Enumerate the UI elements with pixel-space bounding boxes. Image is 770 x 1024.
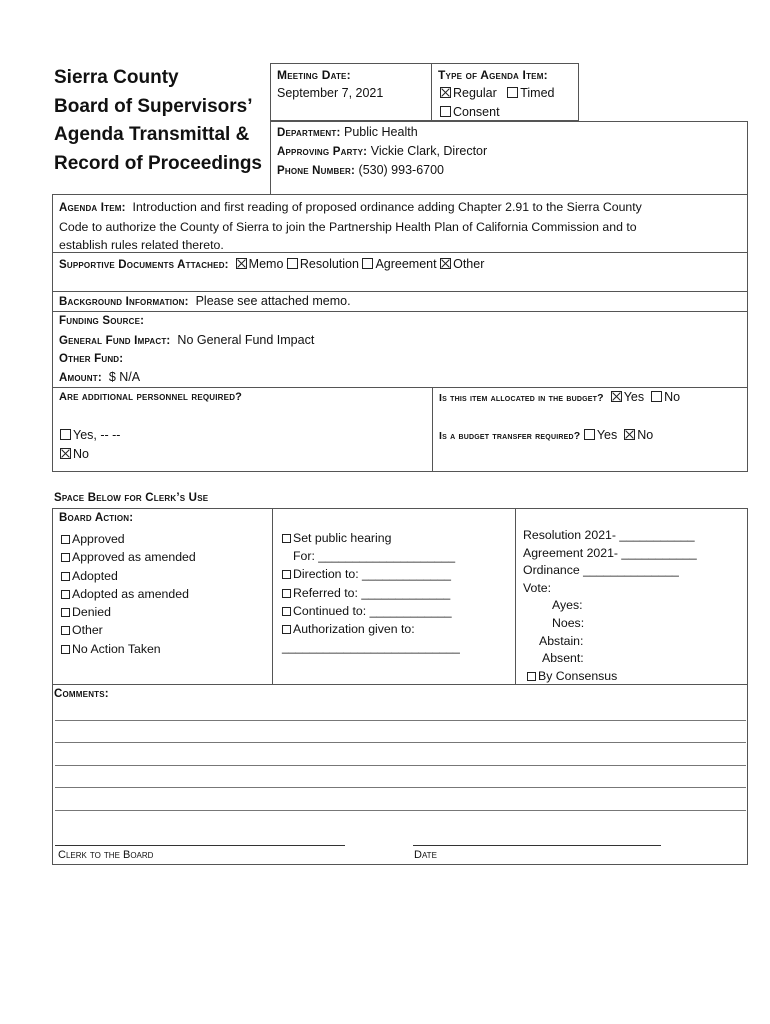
timed-label: Timed [520, 86, 555, 100]
resolution-checkbox[interactable] [287, 258, 298, 269]
action-label: Adopted [72, 568, 118, 583]
action-checkbox[interactable] [61, 645, 70, 654]
ayes-label[interactable]: Ayes: [552, 598, 583, 613]
comments-label: Comments: [54, 688, 109, 700]
budget-allocated-label: Is this item allocated in the budget? [439, 392, 604, 404]
vote-label: Vote: [523, 580, 552, 595]
phone-value[interactable]: (530) 993-6700 [358, 163, 445, 177]
action-item[interactable] [61, 603, 196, 621]
action-checkbox[interactable] [61, 608, 70, 617]
divider [272, 508, 273, 684]
transfer-yes-label: Yes [596, 428, 618, 442]
title-line: Board of Supervisors’ [54, 95, 253, 117]
resolution-label: Resolution [299, 257, 359, 271]
action-checkbox[interactable] [61, 572, 70, 581]
action-item[interactable] [61, 621, 196, 639]
date-signature-line[interactable] [413, 845, 661, 846]
transfer-yes-checkbox[interactable] [584, 429, 595, 440]
other-label: Other [453, 257, 485, 271]
phone-label: Phone Number: [277, 165, 356, 177]
continued-checkbox[interactable] [282, 607, 291, 616]
continued-item[interactable] [282, 602, 460, 620]
other-checkbox[interactable] [440, 258, 451, 269]
meeting-date-label: Meeting Date: [277, 68, 351, 82]
action-checkbox[interactable] [61, 535, 70, 544]
comment-line[interactable] [55, 720, 746, 721]
divider [432, 387, 433, 472]
title-line: Record of Proceedings [54, 152, 262, 174]
hearing-checkbox[interactable] [282, 534, 291, 543]
action-label: Adopted as amended [72, 586, 189, 601]
gf-impact-row [59, 333, 314, 347]
background-value[interactable]: Please see attached memo. [195, 294, 351, 308]
mid-item: Direction to: _____________ [293, 567, 451, 582]
budget-allocated-row [439, 390, 680, 404]
clerk-right-list [523, 527, 697, 685]
personnel-yes-row [60, 428, 120, 442]
authorization-checkbox[interactable] [282, 625, 291, 634]
referred-item[interactable] [282, 584, 460, 602]
action-item[interactable] [61, 567, 196, 585]
agenda-item-text[interactable]: establish rules related thereto. [59, 238, 224, 252]
comment-line[interactable] [55, 765, 746, 766]
consensus-label: By Consensus [538, 668, 618, 683]
background-label: Background Information: [59, 296, 189, 308]
divider [52, 311, 748, 312]
allocated-no-label: No [664, 390, 681, 404]
allocated-no-checkbox[interactable] [651, 391, 662, 402]
title-line: Sierra County [54, 67, 179, 88]
action-item[interactable] [61, 548, 196, 566]
ordinance-number[interactable]: Ordinance ______________ [523, 563, 679, 578]
regular-label: Regular [453, 86, 497, 100]
gf-impact-value[interactable]: No General Fund Impact [177, 333, 315, 347]
consent-checkbox[interactable] [440, 106, 451, 117]
action-label: Approved [72, 532, 125, 546]
memo-label: Memo [248, 257, 284, 271]
personnel-yes-label: Yes, -- -- [73, 428, 121, 442]
consensus-item[interactable] [523, 668, 697, 686]
direction-checkbox[interactable] [282, 570, 291, 579]
agenda-item-text[interactable]: Introduction and first reading of proposed ordinance adding Chapter 2.91 to the Sierra County [132, 200, 642, 214]
approving-party-row [277, 144, 487, 158]
noes-label[interactable]: Noes: [552, 615, 585, 630]
mid-item: Referred to: _____________ [293, 585, 451, 600]
phone-row [277, 163, 444, 177]
action-item[interactable] [61, 585, 196, 603]
personnel-label: Are additional personnel required? [59, 391, 243, 403]
gf-impact-label: General Fund Impact: [59, 335, 171, 347]
referred-checkbox[interactable] [282, 589, 291, 598]
amount-row [59, 370, 140, 384]
agenda-item-label: Agenda Item: [59, 202, 126, 214]
allocated-yes-label: Yes [623, 390, 645, 404]
action-item[interactable] [61, 640, 196, 658]
regular-checkbox[interactable] [440, 87, 451, 98]
clerk-mid-list [282, 529, 460, 656]
department-row [277, 125, 418, 139]
direction-item[interactable] [282, 565, 460, 583]
comment-line[interactable] [55, 787, 746, 788]
action-item[interactable] [61, 530, 196, 548]
comment-line[interactable] [55, 742, 746, 743]
consent-label: Consent [453, 105, 500, 119]
amount-value[interactable]: $ N/A [108, 370, 141, 384]
agreement-number[interactable]: Agreement 2021- ___________ [523, 545, 697, 560]
date-label: Date [414, 849, 437, 861]
personnel-no-row [60, 447, 89, 461]
board-actions-list [61, 530, 196, 658]
timed-checkbox[interactable] [507, 87, 518, 98]
transfer-no-label: No [637, 428, 654, 442]
action-checkbox[interactable] [61, 553, 70, 562]
agreement-checkbox[interactable] [362, 258, 373, 269]
consent-row [440, 105, 500, 119]
divider [515, 508, 516, 684]
approving-party-label: Approving Party: [277, 146, 368, 158]
supporting-docs-row [59, 257, 484, 271]
allocated-yes-checkbox[interactable] [611, 391, 622, 402]
title-line: Agenda Transmittal & [54, 124, 250, 145]
agenda-item-block [59, 198, 642, 255]
divider [52, 252, 748, 253]
budget-transfer-label: Is a budget transfer required? [439, 430, 581, 442]
action-checkbox[interactable] [61, 590, 70, 599]
action-label: No Action Taken [72, 641, 161, 656]
consensus-checkbox[interactable] [527, 672, 536, 681]
authorization-item[interactable] [282, 620, 460, 638]
department-value[interactable]: Public Health [344, 125, 418, 139]
mid-item: Authorization given to: [293, 622, 415, 637]
resolution-number[interactable]: Resolution 2021- ___________ [523, 528, 695, 542]
supporting-docs-label: Supportive Documents Attached: [59, 259, 229, 271]
other-fund-label: Other Fund: [59, 353, 124, 365]
action-label: Denied [72, 605, 111, 620]
clerk-signature-label: Clerk to the Board [58, 849, 154, 861]
amount-label: Amount: [59, 372, 102, 384]
agenda-type-row [440, 86, 554, 100]
mid-item: Continued to: ____________ [293, 603, 452, 618]
divider [52, 387, 748, 388]
personnel-yes-checkbox[interactable] [60, 429, 71, 440]
transfer-no-checkbox[interactable] [624, 429, 635, 440]
form-title [54, 64, 262, 178]
clerk-section-label: Space Below for Clerk’s Use [54, 492, 209, 504]
action-checkbox[interactable] [61, 626, 70, 635]
action-label: Other [72, 623, 103, 638]
agreement-label: Agreement [375, 257, 437, 271]
mid-item: Set public hearing [293, 531, 392, 545]
department-label: Department: [277, 127, 341, 139]
personnel-no-checkbox[interactable] [60, 448, 71, 459]
absent-label[interactable]: Absent: [542, 651, 584, 666]
budget-transfer-row [439, 428, 653, 442]
mid-item[interactable]: For: ____________________ [293, 549, 456, 564]
board-action-label: Board Action: [59, 512, 134, 524]
background-row [59, 294, 351, 308]
mid-item[interactable]: __________________________ [282, 640, 460, 655]
personnel-no-label: No [73, 447, 89, 461]
abstain-label[interactable]: Abstain: [539, 633, 584, 648]
agenda-item-text[interactable]: Code to authorize the County of Sierra to join the Partnership Health Plan of California Commission and to [59, 219, 637, 234]
meeting-date-value[interactable]: September 7, 2021 [277, 86, 384, 100]
agenda-type-label: Type of Agenda Item: [438, 68, 548, 82]
funding-source-label: Funding Source: [59, 315, 145, 327]
comment-line[interactable] [55, 810, 746, 811]
divider [52, 291, 748, 292]
memo-checkbox[interactable] [236, 258, 247, 269]
action-label: Approved as amended [72, 550, 196, 565]
approving-party-value[interactable]: Vickie Clark, Director [370, 144, 488, 158]
clerk-signature-line[interactable] [55, 845, 345, 846]
set-hearing-item[interactable] [282, 529, 460, 547]
